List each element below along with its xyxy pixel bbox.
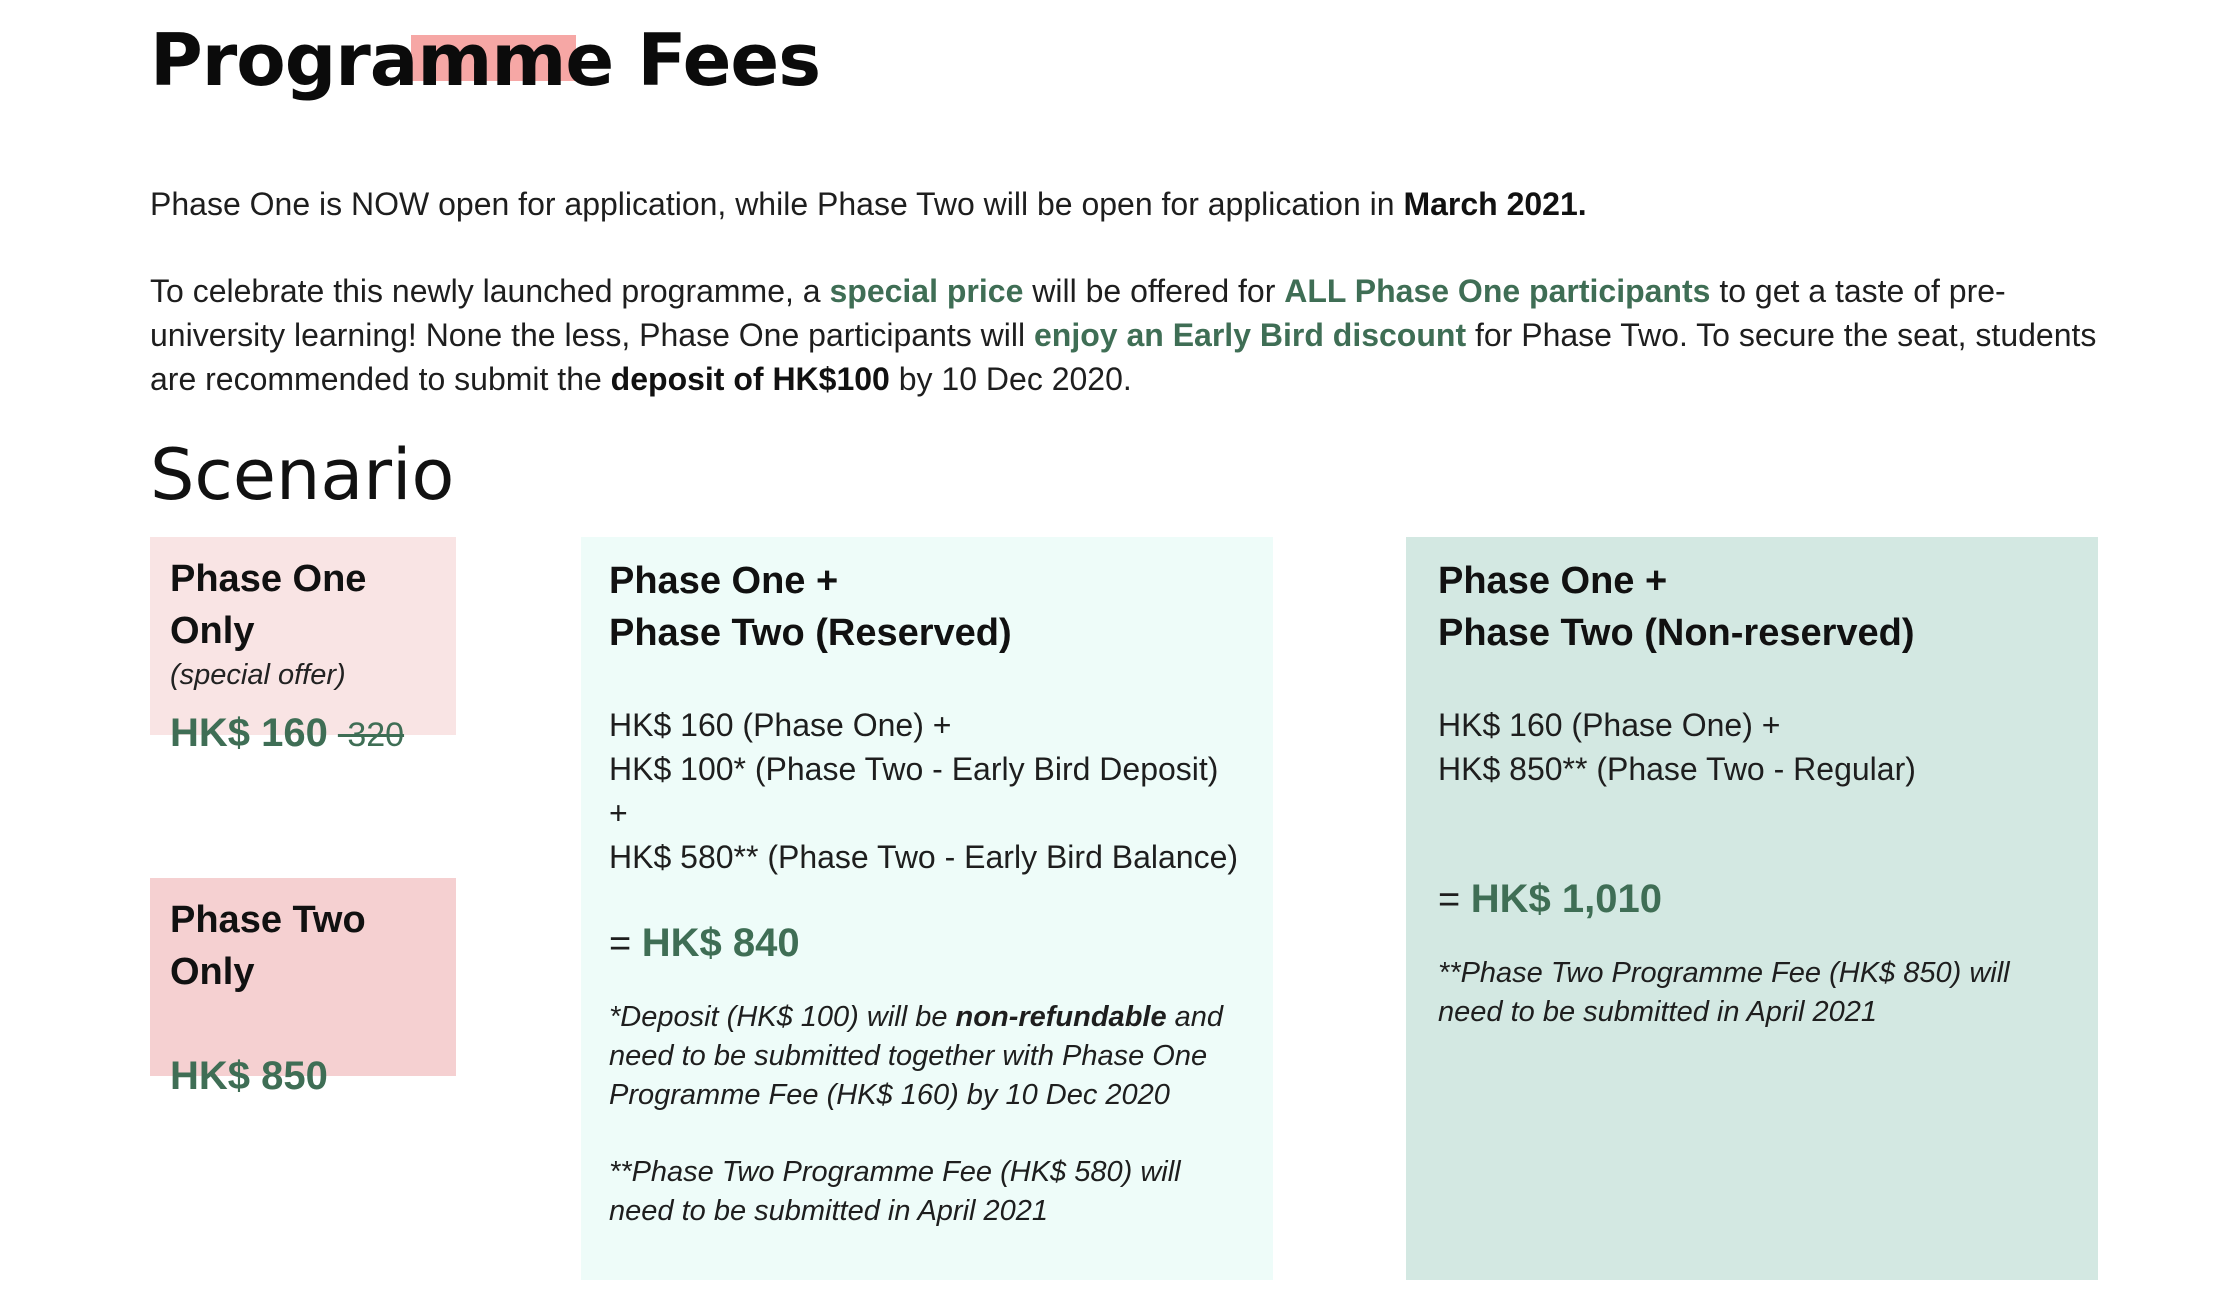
reserved-heading-line1: Phase One + — [609, 560, 839, 602]
non-reserved-total-row — [1438, 873, 2066, 926]
reserved-heading-line2: Phase Two (Reserved) — [609, 612, 1012, 654]
phase-one-only-heading: Phase One Only — [170, 558, 367, 652]
phase-one-only-card — [150, 537, 456, 755]
reserved-deposit-note — [609, 998, 1245, 1115]
non-reserved-item: HK$ 160 (Phase One) + — [1438, 707, 1781, 743]
reserved-total: HK$ 840 — [641, 921, 800, 965]
non-reserved-heading-line1: Phase One + — [1438, 560, 1668, 602]
intro-text-b: will be offered for — [1023, 273, 1285, 309]
non-reserved-breakdown — [1438, 703, 2066, 791]
reserved-card — [581, 537, 1273, 1280]
non-reserved-total-prefix: = — [1438, 879, 1471, 921]
intro-paragraph-2 — [150, 269, 2110, 401]
reserved-item: HK$ 580** (Phase Two - Early Bird Balance) — [609, 839, 1239, 875]
phase-two-only-card — [150, 878, 456, 1098]
page-title: Programme Fees — [150, 18, 821, 102]
intro-line1-text: Phase One is NOW open for application, while Phase Two will be open for application in — [150, 186, 1404, 222]
scenario-title: Scenario — [150, 434, 455, 516]
phase-one-price: HK$ 160 — [170, 711, 328, 755]
reserved-item: HK$ 160 (Phase One) + — [609, 707, 952, 743]
early-bird-highlight: enjoy an Early Bird discount — [1034, 317, 1467, 353]
reserved-total-prefix: = — [609, 923, 642, 965]
phase-one-price-row — [170, 707, 436, 768]
reserved-total-row — [609, 917, 1245, 970]
title-wrap — [150, 10, 820, 110]
reserved-breakdown — [609, 703, 1245, 879]
non-reserved-total: HK$ 1,010 — [1470, 877, 1662, 921]
intro-text-d: for Phase Two. To secure the seat, students are recommended to submit the — [150, 317, 2097, 397]
reserved-phase-two-note: **Phase Two Programme Fee (HK$ 580) will need to be submitted in April 2021 — [609, 1156, 1181, 1227]
phase-two-only-heading: Phase Two Only — [170, 899, 366, 993]
non-reserved-phase-two-note: **Phase Two Programme Fee (HK$ 850) will need to be submitted in April 2021 — [1438, 957, 2010, 1028]
intro-text-e: by 10 Dec 2020. — [889, 361, 1132, 397]
reserved-item: HK$ 100* (Phase Two - Early Bird Deposit) + — [609, 751, 1219, 831]
non-reserved-heading-line2: Phase Two (Non-reserved) — [1438, 612, 1915, 654]
phase-two-price: HK$ 850 — [170, 1054, 328, 1098]
special-offer-label: (special offer) — [170, 659, 346, 691]
non-reserved-card — [1406, 537, 2098, 1280]
phase-two-price-row — [170, 1050, 436, 1111]
non-refundable-label: non-refundable — [955, 1001, 1167, 1033]
intro-paragraph-1 — [150, 182, 2110, 226]
intro-text-a: To celebrate this newly launched programme, a — [150, 273, 830, 309]
reserved-note1-b: and need to be submitted together with Phase One Programme Fee (HK$ 160) by 10 Dec 2020 — [609, 1001, 1224, 1111]
reserved-note1-a: *Deposit (HK$ 100) will be — [609, 1001, 956, 1033]
non-reserved-item: HK$ 850** (Phase Two - Regular) — [1438, 751, 1916, 787]
phase-one-original-price: 320 — [337, 716, 405, 754]
all-phase-one-highlight: ALL Phase One participants — [1284, 273, 1711, 309]
intro-text-c: to get a taste of pre-university learning! None the less, Phase One participants will — [150, 273, 2006, 353]
special-price-highlight: special price — [829, 273, 1024, 309]
intro-line1-date: March 2021. — [1403, 186, 1587, 222]
deposit-highlight: deposit of HK$100 — [610, 361, 890, 397]
